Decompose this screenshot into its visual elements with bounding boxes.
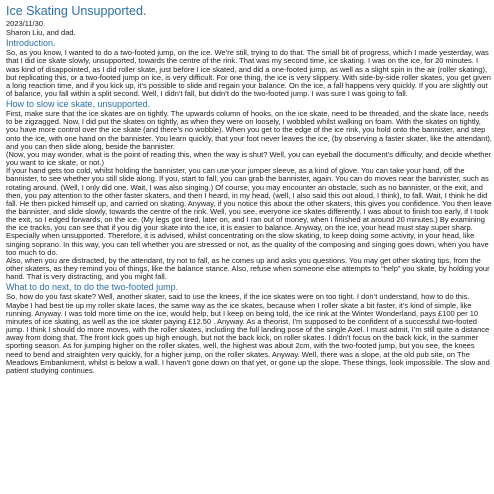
document-title: Ice Skating Unsupported. [6, 4, 147, 18]
document [6, 4, 492, 375]
paragraph: (Now, you may wonder, what is the point of reading this, when the way is shut? Well, you can eyeball the document’s difficulty, and decide whether you want to ice skate, or not.) [6, 149, 492, 168]
section-heading-how-to: How to slow ice skate, unsupported. [6, 99, 151, 110]
paragraph: If your hand gets too cold, whilst holding the bannister, you can use your jumper sleeve, as a kind of glove. You can take your hand, off the bannister, to see whether you still slide along. If you, start to fall, you can grab the bannister, again. You can do moves near the bannister, such as rotating around. (Well, I only did one. Wait, I was also singing.) Of course, you may encounter an obstacle, such as no bannister, or the exit, and then, you pay attention to the other faster skaters, and then I heard, in my head, (well, I also said this out aloud, I think), to fall. Wait, I think he did fall. He then picked himself up, and carried on skating. Anyway, if you notice this about the other skaters, this gives you confidence. You then leave the bannister, and slide slowly, towards the centre of the rink. Well, you see, everyone ice skates differently. I was about to finish too early, if I took the exit, so I edged forwards, on the ice. (My legs got tired, later on, and I ran out of money, when I finished at around 20 minutes.) By examining the ice tracks, you can see that if you dig your skate into the ice, it is easier to balance. Anyway, on the ice, your head must stay super sharp. Especially when unsupported. Therefore, it is advised, whilst concentrating on the slow skating, to keep doing some activity, in your head, like singing soprano. In this way, you can tell whether you are stressed or not, as the quality of the composing and singing goes down, when you have too much to do. [6, 166, 492, 257]
section-heading-introduction: Introduction. [6, 38, 56, 49]
paragraph: So, as you know, I wanted to do a two-footed jump, on the ice. We’re still, trying to do that. The small bit of progress, which I made yesterday, was that I did ice skate slowly, unsupported, towards the centre of the rink. That was my second time, ice skating. I was on the ice, for 20 minutes. I was kind of disappointed, as I did roller skate, just before I ice skated, and did a one-footed jump, as well as a slight spin in the air (roller skating), but replicating this, or a two-footed jump on ice, is very difficult. For one thing, the ice is very slippery. With side-by-side roller skates, you get given a long reaction time, and if you kick up, it’s possible to slide and regain your balance. On the ice, a fall happens very quickly. If you are slightly out of balance, you fall within a split second. Well, I didn’t fall, but didn’t do the two-footed jump. I was sure I was going to fall. [6, 48, 491, 98]
document-authors: Sharon Liu, and dad. [6, 27, 76, 37]
paragraph: So, how do you fast skate? Well, another skater, said to use the knees, if the ice skates were on too tight. I don’t understand, how to do this. Maybe I had best tie up my roller skate laces, the same way as the ice skates, because when I roller skate a bit faster, it’s kind of simple, like running. Anyway. I was told more time on the ice, would help, but I keep on being told, the ice rink at the Winter Wonderland, pays £100 per 10 minutes of ice skating, as well as the ice skater paying £12.50 . Anyway. As a theorist, I’m supposed to be confident of a successful two-footed jump. I think I should do more moves, with the roller skates, including the full landing pose of the single Axel. I must admit, I’m still quite a distance away from doing that. The front kick goes up high enough, but not the back kick, on roller skates. I didn’t focus on the back kick, in the summer sporting season. As for jumping higher on the roller skates, well, the highest was about 2cm, with the two-footed jump, but you see, the knees need to bend and straighten very quickly, for a higher jump, on the roller skates. Anyway. Well, there was a slope, at the old pub site, on The Meadows Embankment, whilst is below a wall. I haven’t gone down on that yet, or gone up the slope. These things, look impossible. The slow and patient studying continues. [6, 292, 490, 375]
document-date: 2023/11/30. [6, 19, 46, 28]
paragraph: First, make sure that the ice skates are on tightly. The upwards column of hooks, on the ice skate, need to be threaded, and the skate lace, needs to be zigzagged. Now, I did put the skates on tightly, as when they were on loosely, I wobbled whilst walking on foam. With the skates on tightly, you have more control over the ice skate (and there’s no wobble). When you get to the edge of the ice rink, you hold onto the bannister, and step onto the ice, with one hand on the bannister. You learn quickly, that your foot never leaves the ice, (by observing a faster skater, like the attendant), and you can then slide along, beside the bannister. [6, 109, 492, 151]
section-heading-what-next: What to do next, to do the two-footed jump. [6, 282, 179, 293]
paragraph: Also, when you are distracted, by the attendant, try not to fall, as he comes up and asks you questions. You may get other skating tips, from the other skaters, as they remind you of things, like the balance stance. Also, refuse when someone else attempts to “help” you skate, by holding your hand. That is very distracting, and you might fall. [6, 255, 490, 282]
